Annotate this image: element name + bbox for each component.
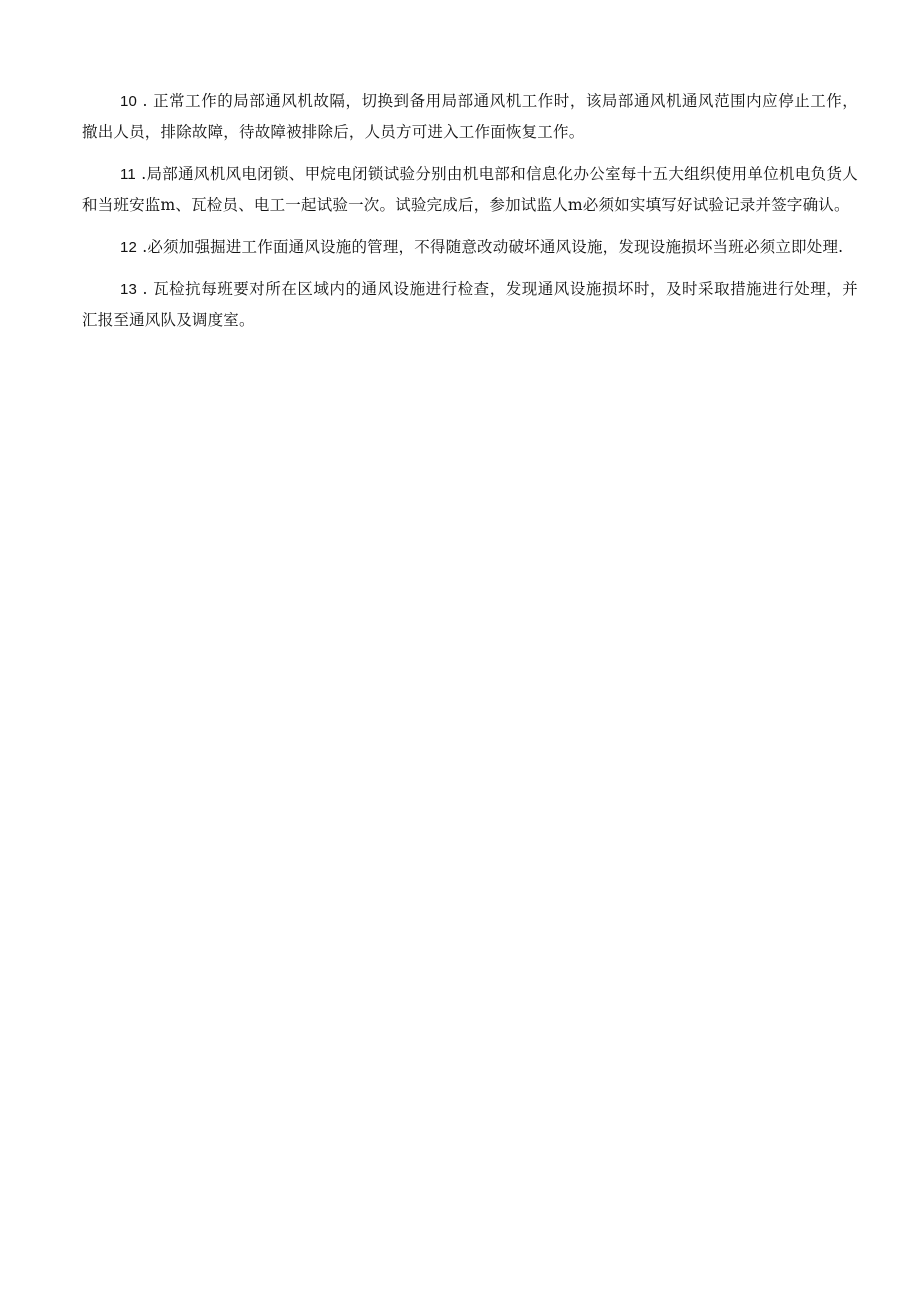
item-text: .必须加强掘进工作面通风设施的管理，不得随意改动破坏通风设施，发现设施损坏当班必须立即处理. — [137, 238, 844, 256]
list-item — [82, 274, 858, 336]
item-text: . 正常工作的局部通风机故隔，切换到备用局部通风机工作时，该局部通风机通风范围内应停止工作，撤出人员，排除故障，待故障被排除后，人员方可进入工作面恢复工作。 — [82, 92, 858, 141]
item-number: 13 — [120, 281, 138, 298]
document-body — [82, 86, 858, 347]
list-item — [82, 159, 858, 221]
item-number: 10 — [120, 93, 138, 110]
list-item — [82, 232, 858, 263]
item-text: . 瓦检抗每班要对所在区域内的通风设施进行检查，发现通风设施损坏时，及时采取措施进行处理，并汇报至通风队及调度室。 — [82, 280, 858, 329]
item-number: 11 — [120, 166, 136, 183]
item-text: .局部通风机风电闭锁、甲烷电闭锁试验分别由机电部和信息化办公室每十五大组织使用单位机电负货人和当班安监m、瓦检员、电工一起试验一次。试验完成后，参加试监人m必须如实填写好试验记录并签字确认。 — [82, 165, 858, 214]
list-item — [82, 86, 858, 148]
item-number: 12 — [120, 239, 138, 256]
